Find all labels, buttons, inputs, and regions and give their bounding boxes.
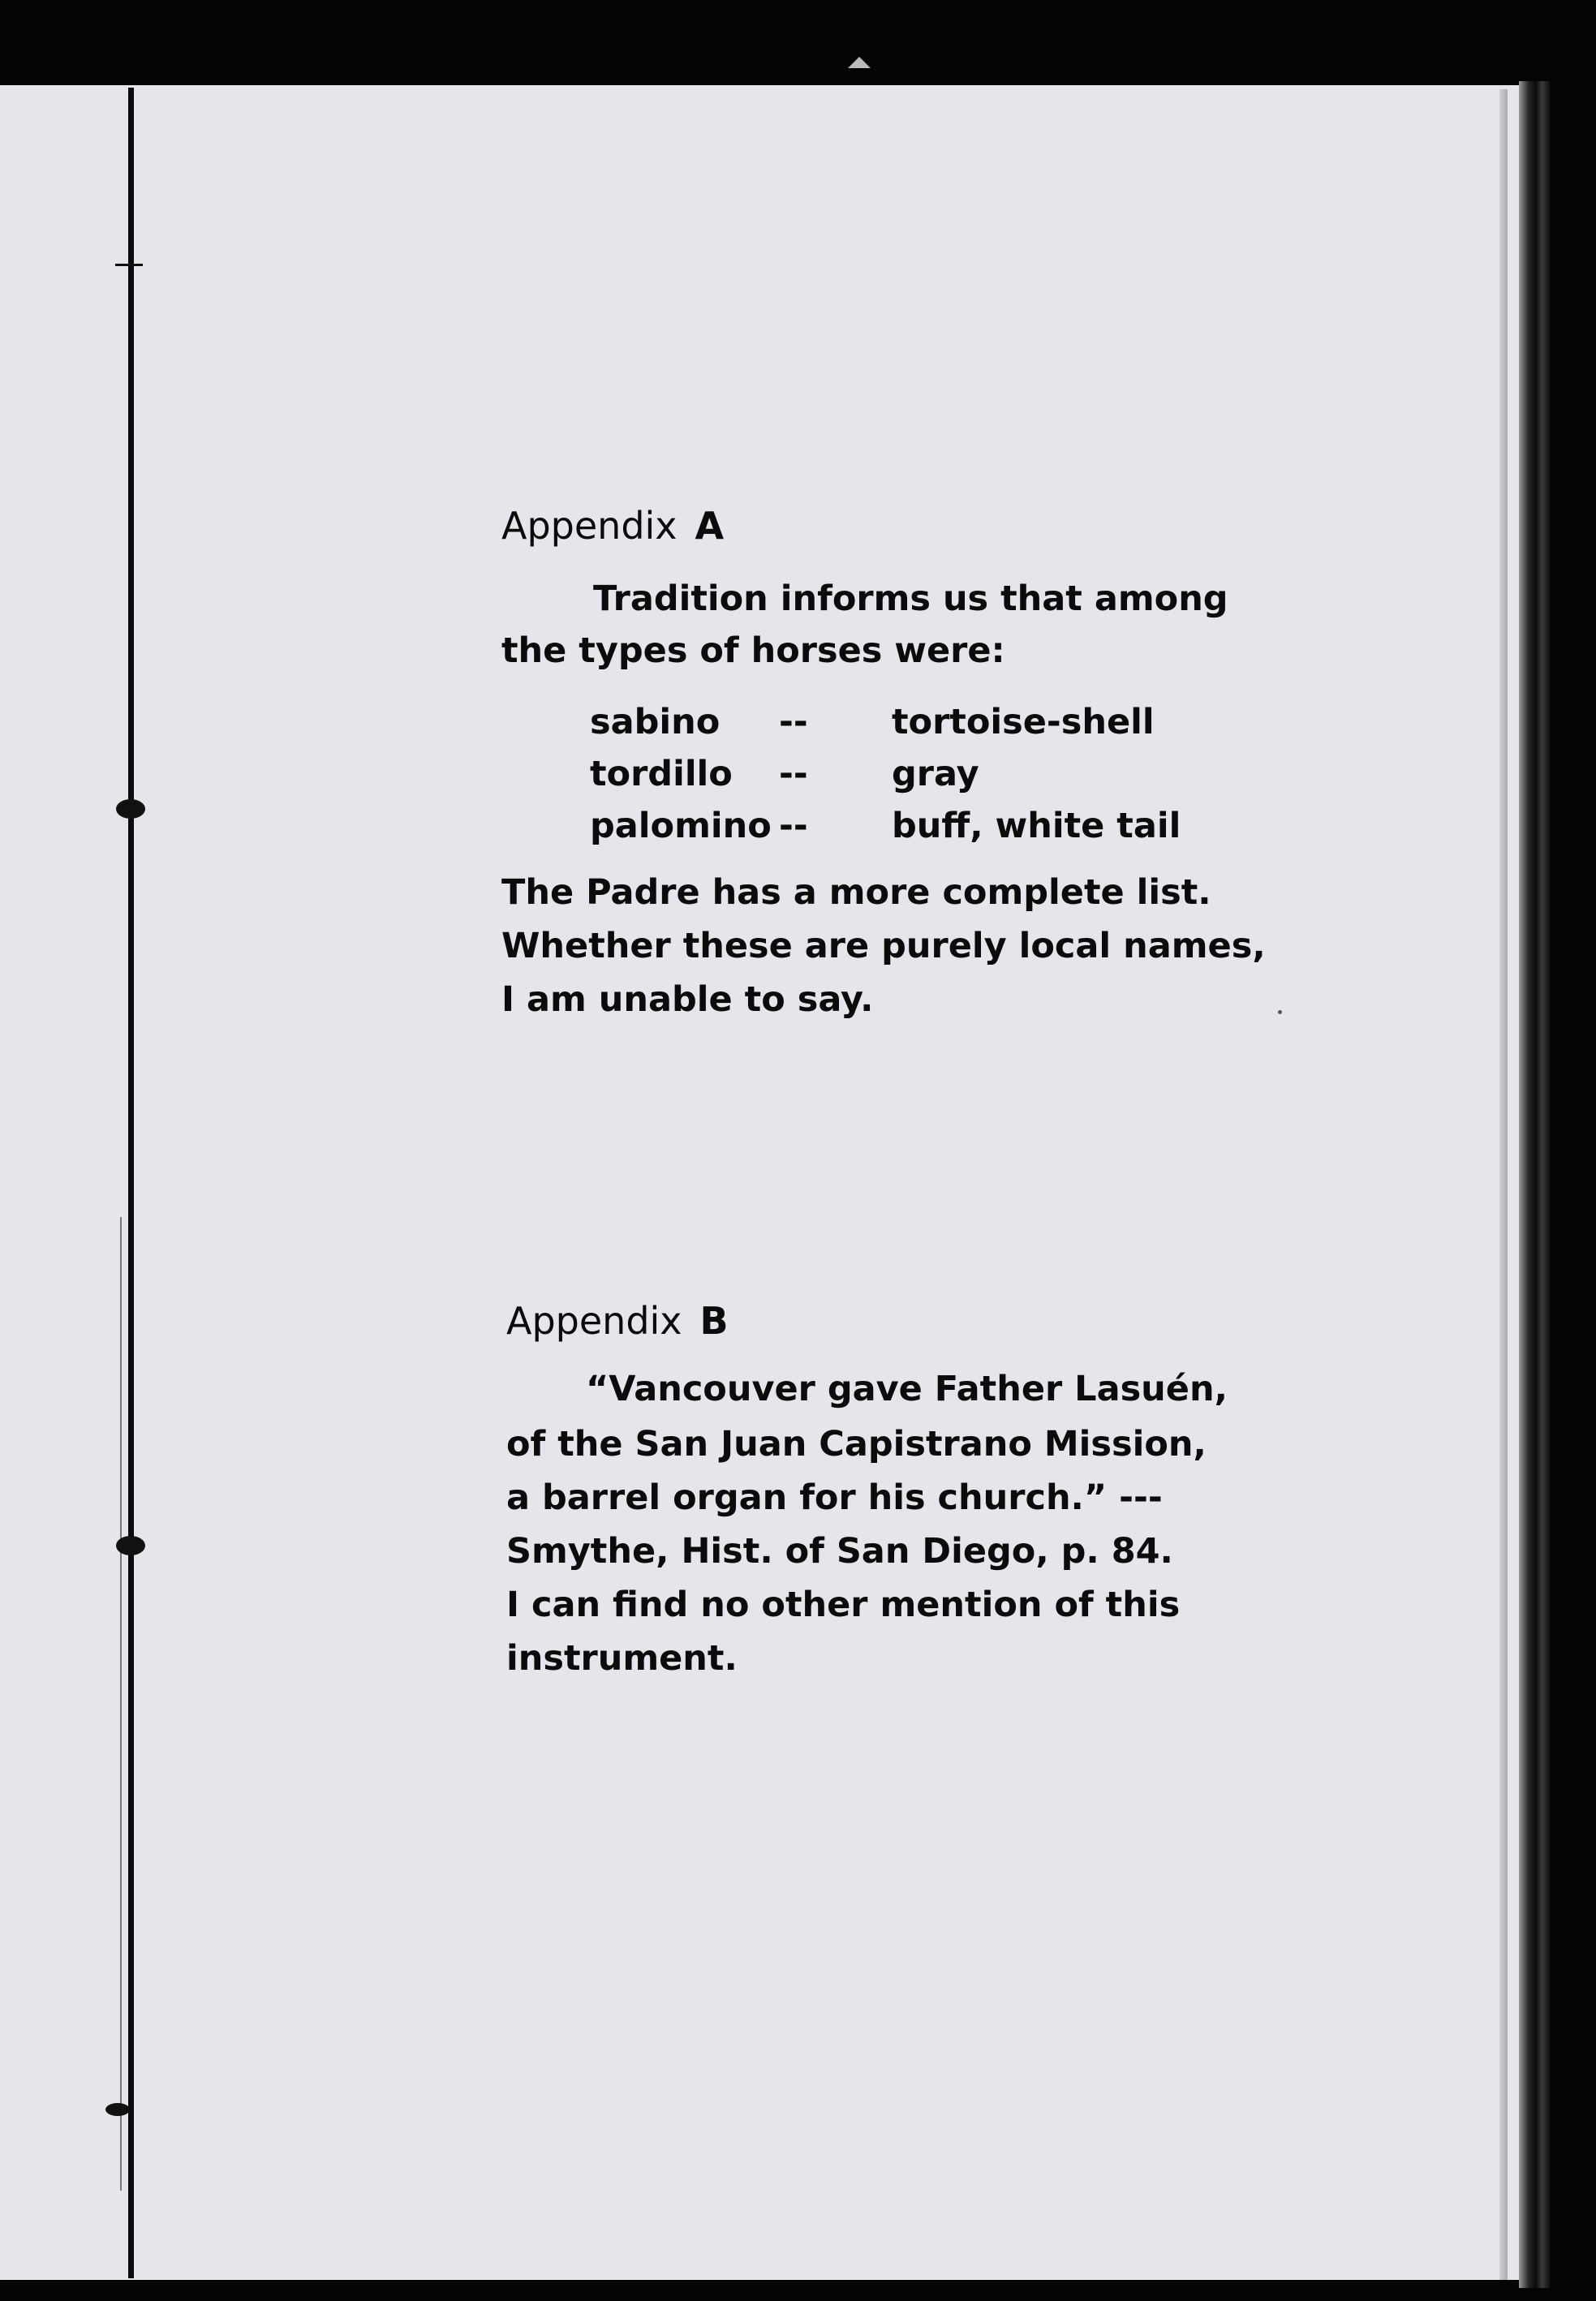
appendix-a-outro-line1: The Padre has a more complete list. bbox=[501, 872, 1211, 913]
horse-type-separator: -- bbox=[779, 702, 808, 742]
top-scan-mark bbox=[848, 57, 871, 68]
horse-type-meaning: tortoise-shell bbox=[892, 702, 1155, 742]
page-right-edge bbox=[1519, 81, 1550, 2288]
horse-type-name: sabino bbox=[590, 702, 721, 742]
horse-type-meaning: gray bbox=[892, 754, 979, 794]
appendix-b-line4: Smythe, Hist. of San Diego, p. 84. bbox=[506, 1531, 1173, 1572]
appendix-a-heading-letter: A bbox=[695, 504, 725, 548]
appendix-a-heading bbox=[501, 500, 724, 552]
appendix-a-intro-line1: Tradition informs us that among bbox=[593, 578, 1228, 619]
appendix-a-heading-word: Appendix bbox=[501, 504, 678, 548]
appendix-a-outro-line2: Whether these are purely local names, bbox=[501, 926, 1266, 966]
binding-knot bbox=[116, 1536, 145, 1555]
appendix-b-heading-word: Appendix bbox=[506, 1299, 682, 1343]
book-page bbox=[0, 85, 1538, 2280]
appendix-b-heading bbox=[506, 1295, 729, 1347]
appendix-b-heading-letter: B bbox=[699, 1299, 729, 1343]
appendix-a-intro-line2: the types of horses were: bbox=[501, 630, 1005, 671]
binding-knot bbox=[105, 2103, 130, 2116]
page-edge-shadow bbox=[1499, 89, 1508, 2280]
horse-type-separator: -- bbox=[779, 754, 808, 794]
appendix-b-line3: a barrel organ for his church.” --- bbox=[506, 1477, 1163, 1518]
binding-thread bbox=[128, 88, 134, 2278]
appendix-b-line5: I can find no other mention of this bbox=[506, 1585, 1181, 1625]
appendix-b-line6: instrument. bbox=[506, 1638, 738, 1679]
horse-type-meaning: buff, white tail bbox=[892, 806, 1181, 846]
horse-type-separator: -- bbox=[779, 806, 808, 846]
appendix-b-line2: of the San Juan Capistrano Mission, bbox=[506, 1424, 1207, 1464]
binding-thread-thin bbox=[120, 1217, 122, 2191]
scan-speck bbox=[1278, 1010, 1282, 1014]
binding-knot bbox=[116, 799, 145, 819]
horse-type-name: tordillo bbox=[590, 754, 733, 794]
binding-tick bbox=[115, 264, 143, 266]
appendix-a-outro-line3: I am unable to say. bbox=[501, 979, 874, 1020]
horse-type-name: palomino bbox=[590, 806, 772, 846]
appendix-b-line1: “Vancouver gave Father Lasuén, bbox=[586, 1369, 1228, 1409]
